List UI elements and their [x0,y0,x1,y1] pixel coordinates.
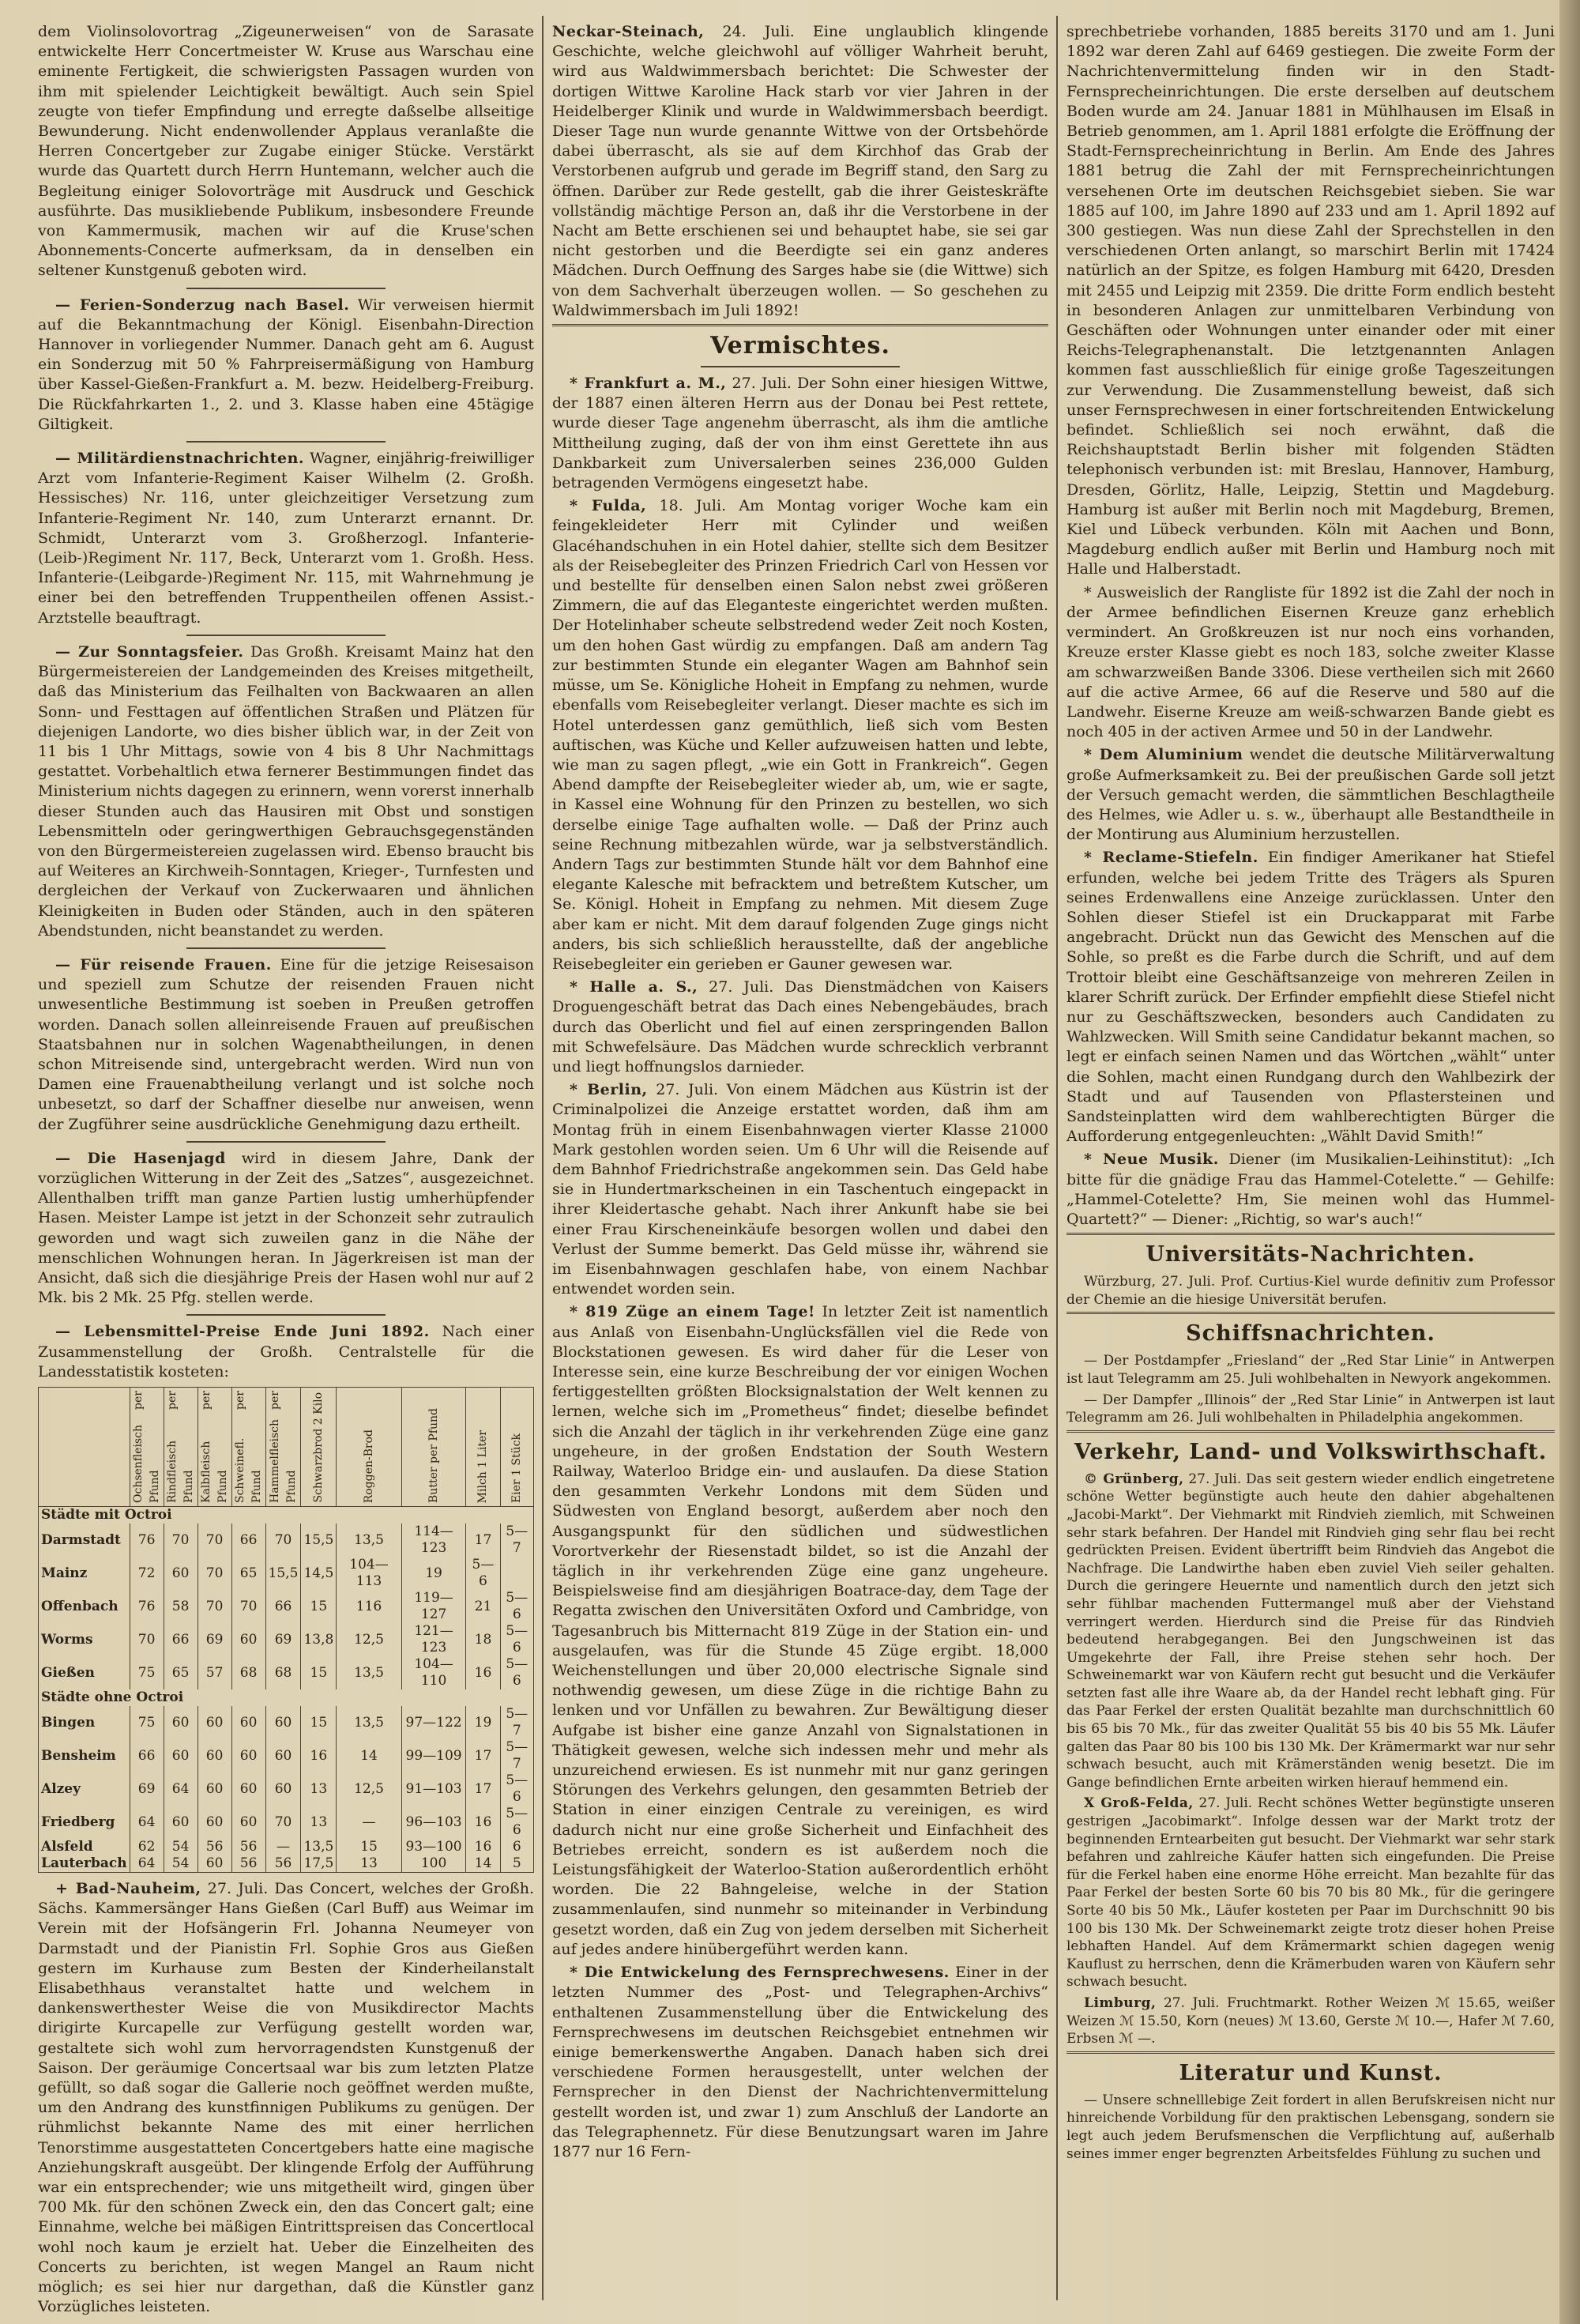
article-lead: X Groß-Felda, [1084,1795,1194,1812]
column-divider [1056,16,1058,2300]
article-frauen [38,955,534,1135]
table-cell: 72 [130,1557,164,1590]
table-cell: 15 [337,1839,401,1855]
table-row [39,1806,534,1839]
article-lead: * Halle a. S., [570,978,698,996]
table-cell: 70 [265,1524,301,1557]
article-militaer [38,449,534,628]
article-musik [1066,1150,1555,1230]
table-cell: 14,5 [301,1557,337,1590]
article-lead: * Dem Aluminium [1084,746,1243,764]
table-cell [500,1557,533,1590]
table-row [39,1623,534,1656]
table-group-label: Städte ohne Octroi [39,1689,534,1706]
table-cell-city: Gießen [39,1656,130,1689]
separator [186,288,385,289]
table-cell: 13,8 [301,1623,337,1656]
table-row [39,1524,534,1557]
table-cell: 60 [164,1557,198,1590]
table-header: Schweinefl. per Pfund [231,1388,265,1507]
article-lead: * Frankfurt a. M., [570,375,727,393]
section-rule [1066,1312,1555,1314]
table-cell-city: Mainz [39,1557,130,1590]
table-cell: 5—7 [500,1739,533,1772]
table-cell: 91—103 [401,1772,466,1806]
article-body: Nach einer Zusammenstellung der Großh. Centralstelle für die Landesstatistik kosteten: [38,1323,534,1380]
table-cell: 60 [198,1855,231,1873]
table-cell-city: Offenbach [39,1590,130,1623]
table-cell: 15,5 [301,1524,337,1557]
table-cell: 56 [265,1855,301,1873]
table-cell: 60 [198,1706,231,1739]
table-header: Butter per Pfund [401,1388,466,1507]
table-cell: 114—123 [401,1524,466,1557]
table-cell: — [265,1839,301,1855]
table-cell: 54 [164,1855,198,1873]
article-lead: + Bad-Nauheim, [55,1880,201,1897]
table-cell: 75 [130,1706,164,1739]
table-cell: 60 [231,1739,265,1772]
article-body: Wir verweisen hiermit auf die Bekanntmachung der Königl. Eisenbahn-Direction Hannover in vorliegender Nummer. Danach geht am 6. August ein Sonderzug mit 50 % Fahrpreisermäßigung von Hamburg über Kassel-Gießen-Frankfurt a. M. bezw. Heidelberg-Freiburg. Die Rückfahrkarten 1., 2. und 3. Klasse haben eine 45tägige Giltigkeit. [38,296,534,433]
table-cell: 68 [231,1656,265,1689]
article-sonderzug [38,296,534,435]
table-cell: 12,5 [337,1772,401,1806]
article-gruenberg [1066,1471,1555,1792]
article-body: 27. Juli. Von einem Mädchen aus Küstrin ist der Criminalpolizei die Anzeige erstattet worden, daß ihm am Montag früh in einem Eisenbahnwagen vierter Klasse 21000 Mark gestohlen worden seien. Um 6 Uhr will die Reisende auf dem Bahnhof Friedrichstraße angekommen sein. Das Geld habe sie in Hundertmarkscheinen in ein Taschentuch eingepackt in ihrer Kleidertasche gehabt. Nach ihrer Ankunft habe sie bei einer Frau Kirscheneinkäufe besorgen wollen und dabei den Verlust der Summe bemerkt. Das Geld müsse ihr, während sie im Eisenbahnwagen geschlafen habe, von einem Nachbar entwendet worden sein. [552,1081,1048,1298]
table-cell: 17 [466,1772,500,1806]
table-cell: 56 [231,1855,265,1873]
table-cell: 96—103 [401,1806,466,1839]
article-hasen [38,1149,534,1309]
table-cell: 64 [130,1806,164,1839]
section-rule [1066,1233,1555,1235]
table-cell: 60 [265,1706,301,1739]
section-title-verkehr: Verkehr, Land- und Volkswirthschaft. [1074,1439,1548,1464]
article-frankfurt [552,374,1048,493]
article-schiff-1: — Der Postdampfer „Friesland“ der „Red Star Linie“ in Antwerpen ist laut Telegramm am 25. Juli wohlbehalten in Newyork angekommen. [1066,1353,1555,1387]
table-header-row [39,1388,534,1507]
table-cell: 56 [231,1839,265,1855]
table-header: Rindfleisch per Pfund [164,1388,198,1507]
table-cell: 16 [466,1656,500,1689]
table-header: Hammelfleisch per Pfund [265,1388,301,1507]
article-body: Ein findiger Amerikaner hat Stiefel erfunden, welche bei jedem Tritte des Trägers als Spuren seines Erdenwallens eine Anzeige zurücklassen. Unter den Sohlen dieser Stiefel ist ein Druckapparat mit Farbe angebracht. Drückt nun das Gewicht des Menschen auf die Sohle, so preßt es die Farbe durch die Schrift, und auf dem Trottoir bleibt eine Geschäftsanzeige von mehreren Zeilen in klarer Schrift zurück. Der Erfinder empfiehlt diese Stiefel nicht nur zu Geschäftszwecken, besonders auch Candidaten zu Wahlzwecken. Will Smith seine Candidatur bekannt machen, so legt er einfach seinen Namen und das Wörtchen „wählt“ unter die Sohlen, macht einen Rundgang durch den Wahlbezirk der Stadt und auf Tausenden von Pflastersteinen und Sandsteinplatten wird dem wahlberechtigten Bürger die Aufforderung entgegenleuchten: „Wählt David Smith!“ [1066,849,1555,1146]
table-cell: 5—6 [500,1590,533,1623]
table-row [39,1855,534,1873]
article-limburg [1066,1994,1555,2048]
table-cell: 19 [401,1557,466,1590]
table-cell-city: Worms [39,1623,130,1656]
table-cell: 56 [198,1839,231,1855]
table-cell: 19 [466,1706,500,1739]
table-cell: 17 [466,1524,500,1557]
table-cell: 60 [231,1772,265,1806]
table-cell: 5—7 [500,1706,533,1739]
article-aluminium [1066,745,1555,845]
column-1 [33,22,539,2316]
table-cell: 5 [500,1855,533,1873]
article-body: 27. Juli. Das Concert, welches der Großh. Sächs. Kammersänger Hans Gießen (Carl Buff) aus Weimar im Verein mit der Hofsängerin Frl. Johanna Neumeyer von Darmstadt und der Pianistin Frl. Sophie Gros aus Gießen gestern im Kurhause zum Besten der Kinderheilanstalt Elisabethhaus veranstaltet hatte und welchem in dankenswerthester Weise die von Musikdirector Machts dirigirte Kurcapelle zur Verfügung gestellt worden war, gestaltete sich wohl zum hervorragendsten Kunstgenuß der Saison. Der geräumige Concertsaal war bis zum letzten Platze gefüllt, so daß sogar die Gallerie noch geöffnet werden mußte, um den Andrang des kunstfinnigen Publikums zu genügen. Der rühmlichst bekannte Name des mit einer herrlichen Tenorstimme ausgestatteten Concertgebers hatte eine magische Anziehungskraft ausgeübt. Der klingende Erfolg der Aufführung war ein entsprechender; wie uns mitgetheilt wird, gingen über 700 Mk. für den schönen Zweck ein, den das Concert galt; eine Einnahme, welche bei mäßigen Eintrittspreisen das Concertlocal wohl noch kaum je erzielt hat. Ueber die Einzelheiten des Concerts zu berichten, ist wegen Mangel an Raum nicht möglich; es sei hier nur dargethan, daß die Künstler ganz Vorzügliches leisteten. [38,1880,534,2316]
separator [701,366,899,367]
table-cell: 100 [401,1855,466,1873]
table-cell: 119—127 [401,1590,466,1623]
table-cell: — [337,1806,401,1839]
table-cell: 13 [337,1855,401,1873]
table-cell: 69 [265,1623,301,1656]
table-cell: 60 [231,1706,265,1739]
table-cell: 93—100 [401,1839,466,1855]
table-cell: 60 [265,1739,301,1772]
separator [186,635,385,636]
section-rule [1066,2051,1555,2054]
article-body: 27. Juli. Recht schönes Wetter begünstigte unseren gestrigen „Jacobimarkt“. Infolge dessen war der Markt trotz der beginnenden Erntearbeiten gut besucht. Der Viehmarkt war sehr stark befahren und zahlreiche Käufer hatten sich eingefunden. Die Preise für die Ferkel haben eine enorme Höhe erreicht. Man bezahlte für das Paar Ferkel der besten Sorte 60 bis 70 bis 80 Mk., für die geringere Sorte 40 bis 50 Mk., Läufer kosteten per Paar im Durchschnitt 90 bis 100 bis 130 Mk. Der Schweinemarkt zeigte trotz dieser hohen Preise lebhaften Handel. Auf dem Krämermarkt schien dagegen wenig Kauflust zu herrschen, denn die Krämerbuden waren von Käufern sehr schwach besucht. [1066,1795,1555,1991]
article-schiff-2: — Der Dampfer „Illinois“ der „Red Star Linie“ in Antwerpen ist laut Telegramm am 26. Juli wohlbehalten in Philadelphia angekommen. [1066,1392,1555,1426]
article-halle [552,977,1048,1077]
table-cell: 66 [164,1623,198,1656]
table-cell: 70 [265,1806,301,1839]
table-cell: 104—113 [337,1557,401,1590]
table-cell: 5—6 [500,1623,533,1656]
table-cell: 60 [198,1806,231,1839]
article-body: 27. Juli. Das Dienstmädchen von Kaisers Droguengeschäft betrat das Dach eines Nebengebäudes, brach durch das Oberlicht und fiel auf einen zerspringenden Ballon mit Schwefelsäure. Das Mädchen wurde schrecklich verbrannt und liegt hoffnungslos darnieder. [552,978,1048,1075]
table-cell: 17,5 [301,1855,337,1873]
article-lead: Neckar-Steinach, [552,23,705,40]
table-cell: 13,5 [337,1706,401,1739]
table-cell: 16 [466,1806,500,1839]
table-cell: 116 [337,1590,401,1623]
table-group-label: Städte mit Octroi [39,1507,534,1524]
table-cell: 5—6 [500,1772,533,1806]
article-berlin [552,1080,1048,1299]
table-cell: 15,5 [265,1557,301,1590]
table-cell: 76 [130,1590,164,1623]
table-row [39,1590,534,1623]
table-cell-city: Alsfeld [39,1839,130,1855]
article-body: Eine für die jetzige Reisesaison und speziell zum Schutze der reisenden Frauen nicht unwesentliche Bestimmung ist soeben in Preußen getroffen worden. Danach sollen alleinreisende Frauen auf preußischen Staatsbahnen nur in solchen Wagenabtheilungen, in denen schon Mitreisende sind, untergebracht werden. Wird nun von Damen eine Frauenabtheilung verlangt und ist solche noch unbesetzt, so darf der Schaffner dieselbe nur anweisen, wenn der Zugführer seine ausdrückliche Genehmigung dazu ertheilt. [38,955,535,1133]
table-cell: 5—6 [500,1656,533,1689]
table-header: Eier 1 Stück [500,1388,533,1507]
table-row [39,1706,534,1739]
article-sonntag [38,642,534,941]
table-cell: 60 [164,1806,198,1839]
table-cell: 5—6 [466,1557,500,1590]
section-title-vermischtes: Vermischtes. [710,332,890,360]
table-cell: 13,5 [337,1524,401,1557]
article-lead: — Für reisende Frauen. [55,955,272,974]
column-3 [1062,22,1559,2292]
table-cell: 5—7 [500,1524,533,1557]
table-cell: 14 [337,1739,401,1772]
article-lead: * Die Entwickelung des Fernsprechwesens. [570,1964,950,1982]
table-cell: 21 [466,1590,500,1623]
article-fulda [552,496,1048,974]
article-body: wird in diesem Jahre, Dank der vorzüglichen Witterung in der Zeit des „Satzes“, ausgezeichnet. Allenthalben trifft man ganze Partien lustig umherhüpfender Hasen. Meister Lampe ist jetzt in der Schonzeit sehr zutraulich geworden und wagt sich zuweilen ganz in die Nähe der menschlichen Wohnungen heran. In Jägerkreisen ist man der Ansicht, daß sich die diesjährige Preis der Hasen wohl nur auf 2 Mk. bis 2 Mk. 25 Pfg. stellen werde. [38,1149,534,1307]
section-title-universitaet: Universitäts-Nachrichten. [1146,1242,1476,1267]
table-cell: 69 [130,1772,164,1806]
article-lead: — Ferien-Sonderzug nach Basel. [55,296,350,314]
article-body: Einer in der letzten Nummer des „Post- und Telegraphen-Archivs“ enthaltenen Zusammenstellung über die Entwickelung des Fernsprechwesens im deutschen Reichsgebiet entnehmen wir einige bemerkenswerthe Angaben. Danach haben sich drei verschiedene Formen herausgestellt, unter welchen der Fernsprecher in den Dienst der Nachrichtenvermittelung gestellt worden ist, und zwar 1) zum Anschluß der Landorte an das Telegraphennetz. Für diese Benutzungsart waren im Jahre 1877 nur 16 Fern- [552,1964,1048,2160]
table-cell: 60 [231,1623,265,1656]
table-cell: 66 [130,1739,164,1772]
article-lead: — Militärdienstnachrichten. [55,450,305,468]
separator [186,1314,385,1316]
table-cell: 121—123 [401,1623,466,1656]
article-lead: * Berlin, [570,1081,648,1099]
table-cell: 60 [198,1739,231,1772]
table-cell: 60 [164,1739,198,1772]
table-cell: 12,5 [337,1623,401,1656]
table-header: Ochsenfleisch per Pfund [130,1388,164,1507]
page-edge [1559,0,1580,2324]
table-cell-city: Alzey [39,1772,130,1806]
table-cell: 99—109 [401,1739,466,1772]
table-cell: 70 [198,1590,231,1623]
article-body: 27. Juli. Der Sohn einer hiesigen Wittwe, der 1887 einen älteren Herrn aus der Donau bei Pest rettete, wurde dieser Tage angenehm überrascht, als ihm die amtliche Mittheilung zuging, daß der von ihm einst Gerettete ihn aus Dankbarkeit zum Universalerben seines 236,000 Gulden betragenden Vermögens eingesetzt habe. [552,375,1048,492]
table-cell: 13,5 [301,1839,337,1855]
section-title-schiff: Schiffsnachrichten. [1186,1321,1435,1347]
table-cell: 15 [301,1590,337,1623]
table-header: Roggen-Brod [337,1388,401,1507]
column-2 [547,22,1053,2292]
table-cell: 104—110 [401,1656,466,1689]
table-cell: 65 [231,1557,265,1590]
table-cell: 5—6 [500,1806,533,1839]
article-neckar [552,22,1048,321]
article-body: 27. Juli. Das seit gestern wieder endlich eingetretene schöne Wetter begünstigte auch heute den dahier abgehaltenen „Jacobi-Markt“. Der Viehmarkt mit Rindvieh ziemlich, mit Schweinen sehr stark befahren. Der Handel mit Rindvieh ging sehr flau bei recht gedrückten Preisen. Evident übertrifft beim Rindvieh das Angebot die Nachfrage. Die Landwirthe haben eben zuviel Vieh seiler gehalten. Durch die geringere Heuernte und namentlich durch den jetzt sich sehr fühlbar machenden Futtermangel muß aber der Viehstand verringert werden. Hierdurch sind die Preise für das Rindvieh bedeutend herabgegangen. Bei den Jungschweinen ist das Umgekehrte der Fall, ihre Preise stehen sehr hoch. Der Schweinemarkt war von Käufern recht gut besucht und die Verkäufer setzten fast alle ihre Waare ab, da der Handel recht lebhaft ging. Für das Paar Ferkel der ersten Qualität bezahlte man durchschnittlich 60 bis 65 bis 70 Mk., für das zweiter Qualität 55 bis 40 bis 55 Mk. Läufer galten das Paar 80 bis 100 bis 130 Mk. Der Krämermarkt war nur sehr schwach besucht, auch mit Krämerständen wenig besetzt. Die im Gange befindlichen Ernte arbeiten wirken hierauf hemmend ein. [1066,1471,1556,1791]
table-cell: 15 [301,1656,337,1689]
table-cell: 58 [164,1590,198,1623]
article-body: 24. Juli. Eine unglaublich klingende Geschichte, welche gleichwohl auf völliger Wahrheit beruht, wird aus Waldwimmersbach berichtet: Die Schwester der dortigen Wittwe Karoline Hack starb vor vier Jahren in der Heidelberger Klinik und wurde in Waldwimmersbach beerdigt. Dieser Tage nun wurde genannte Wittwe von der Ortsbehörde dabei überrascht, als sie auf dem Kirchhof das Grab der Verstorbenen aufgrub und gerade im Begriff stand, den Sarg zu öffnen. Darüber zur Rede gestellt, gab die ihrer Geisteskräfte vollständig mächtige Person an, daß ihr die Verstorbene in der Nacht am Bette erschienen sei und behauptet habe, sie sei gar nicht gestorben und die Beerdigte sei ein ganz anderes Mädchen. Durch Oeffnung des Sarges habe sie (die Wittwe) sich von dem Sachverhalt überzeugen wollen. — So geschehen zu Waldwimmersbach im Juli 1892! [552,23,1048,319]
section-rule [1066,1430,1555,1433]
article-lead: © Grünberg, [1084,1471,1184,1487]
table-cell: 14 [466,1855,500,1873]
article-lead: * Reclame-Stiefeln. [1084,849,1258,867]
concert-article: dem Violinsolovortrag „Zigeunerweisen“ von de Sarasate entwickelte Herr Concertmeister W. Kruse aus Warschau eine eminente Fertigkeit, die schwierigsten Passagen wurden von ihm mit spielender Leichtigkeit bewältigt. Auch sein Spiel zeugte von tiefer Empfindung und erregte daßselbe allseitige Bewunderung. Nicht endenwollender Applaus veranlaßte die Herren Concertgeber zur Zugabe einiger Stücke. Verstärkt wurde das Quartett durch Herrn Huntemann, welcher auch die Begleitung einiger Solovorträge mit Ausdruck und Geschick ausführte. Das musikliebende Publikum, insbesondere Freunde von Kammermusik, machen wir auf die Kruse'schen Abonnements-Concerte aufmerksam, da in denselben ein seltener Kunstgenuß geboten wird. [38,23,534,280]
separator [186,947,385,949]
table-cell: 70 [198,1524,231,1557]
article-lead: — Lebensmittel-Preise Ende Juni 1892. [55,1323,430,1341]
table-cell: 60 [198,1772,231,1806]
table-cell: 16 [301,1739,337,1772]
table-header: Milch 1 Liter [466,1388,500,1507]
table-cell-city: Lauterbach [39,1855,130,1873]
table-cell-city: Bingen [39,1706,130,1739]
table-cell: 60 [231,1806,265,1839]
article-lead: * Fulda, [570,497,647,515]
separator [186,1141,385,1143]
table-cell: 70 [231,1590,265,1623]
table-cell: 70 [164,1524,198,1557]
table-header-corner [39,1388,130,1507]
article-body: 27. Juli. Fruchtmarkt. Rother Weizen ℳ 15.65, weißer Weizen ℳ 15.50, Korn (neues) ℳ 13.60, Gerste ℳ 10.—, Hafer ℳ 7.60, Erbsen ℳ —. [1066,1994,1556,2047]
table-row [39,1739,534,1772]
table-row [39,1839,534,1855]
article-body: In letzter Zeit ist namentlich aus Anlaß von Eisenbahn-Unglücksfällen viel die Rede von Blockstationen gewesen. Es wird daher für die Leser von Interesse sein, eine kurze Beschreibung der vor einigen Wochen fertiggestellten größten Blocksignalstation der Welt kennen zu lernen, welche sich im „Prometheus“ findet; dieselbe befindet sich die Anzahl der täglich in ihr verkehrenden Züge eine ganz ungeheure, in der großen Endstation der South Western Railway, Waterloo Bridge ein- und auslaufen. Da diese Station den gesammten Verkehr Londons mit dem Süden und Südwesten von England besorgt, außerdem aber noch den Ausgangspunkt für den südlichen und südwestlichen Vorortverkehr der Riesenstadt bildet, so ist die Anzahl der täglich in ihr verkehrenden Züge eine ganz ungeheure. Beispielsweise find am diesjährigen Boatrace-day, dem Tage der Regatta zwischen den Universitäten Oxford und Cambridge, von Tagesanbruch bis Mitternacht 819 Züge in der Station ein- und ausgelaufen, was für die Stunde 45 Züge ergibt. 18,000 Weichenstellungen und über 20,000 electrische Signale sind nothwendig gewesen, um diese Züge in die richtige Bahn zu lenken und vor Unfällen zu bewahren. Zur Bewältigung dieser Aufgabe ist bisher eine ganze Anzahl von Signalstationen in Thätigkeit gewesen, welche sich indessen mehr und mehr als unzureichend erwiesen. Es ist nunmehr mit nur ganz geringen Störungen des Verkehrs gelungen, den gesammten Betrieb der Station in einer einzigen Centrale zu vereinigen, es wird dadurch nicht nur eine große Sicherheit und Einfachheit des Betriebes erreicht, sondern es ist außerdem noch die Leistungsfähigkeit der Waterloo-Station außerordentlich erhöht worden. Die 22 Bahngeleise, welche in der Station zusammenlaufen, sind nunmehr so miteinander in Verbindung gesetzt worden, daß ein Zug von jedem derselben mit Sicherheit auf jedes andere hinübergeführt werden kann. [552,1303,1048,1958]
article-body: 18. Juli. Am Montag voriger Woche kam ein feingekleideter Herr mit Cylinder und weißen Glacéhandschuhen in ein Hotel dahier, stellte sich dem Besitzer als der Reisebegleiter des Prinzen Friedrich Carl von Hessen vor und bestellte für denselben einen Salon nebst zwei größeren Zimmern, die auf das Eleganteste eingerichtet werden mußten. Der Hotelinhaber scheute selbstredend weder Zeit noch Kosten, um den hohen Gast würdig zu empfangen. Daß am andern Tag zur bestimmten Stunde ein eleganter Wagen am Bahnhof sein müsse, um Se. Königliche Hoheit in Empfang zu nehmen, wurde ebenfalls vom Reisebegleiter verlangt. Dieser machte es sich im Hotel unterdessen ganz gemüthlich, ließ sich vom Besten auftischen, was Küche und Keller aufzuweisen hatten und lebte, wie man zu sagen pflegt, „wie ein Gott in Frankreich“. Gegen Abend dampfte der Reisebegleiter wieder ab, um, wie er sagte, in Kassel eine Wohnung für den Prinzen zu bestellen, wo sich derselbe einige Tage aufhalten wolle. — Daß der Prinz auch seine Rechnung mitbezahlen würde, war ja selbstverständlich. Andern Tags zur bestimmten Stunde hält vor dem Bahnhof eine elegante Kalesche mit befracktem und betreßtem Kutscher, um Se. Königl. Hoheit in Empfang zu nehmen. Mit diesem Zuge aber kam er nicht. Mit dem darauf folgenden Zuge gings nicht anders, bis sich schließlich herausstellte, daß der angebliche Reisebegleiter ein gerieben er Gauner gewesen war. [552,497,1048,973]
article-fernsprech [552,1963,1048,2162]
table-cell: 62 [130,1839,164,1855]
table-row [39,1656,534,1689]
separator [186,441,385,443]
table-row [39,1557,534,1590]
table-header: Schwarzbrod 2 Kilo [301,1388,337,1507]
table-cell: 13 [301,1772,337,1806]
table-cell: 6 [500,1839,533,1855]
table-cell: 68 [265,1656,301,1689]
table-cell: 17 [466,1739,500,1772]
article-stiefel [1066,848,1555,1147]
table-cell-city: Darmstadt [39,1524,130,1557]
table-cell: 64 [130,1855,164,1873]
article-lead: * Neue Musik. [1084,1151,1219,1169]
table-cell: 75 [130,1656,164,1689]
price-table [38,1387,534,1873]
table-cell: 76 [130,1524,164,1557]
table-cell: 66 [231,1524,265,1557]
table-cell: 18 [466,1623,500,1656]
article-nauheim [38,1879,534,2317]
table-cell: 69 [198,1623,231,1656]
article-fernsprech-cont: sprechbetriebe vorhanden, 1885 bereits 3170 und am 1. Juni 1892 war deren Zahl auf 6469 gestiegen. Die zweite Form der Nachrichtenvermittelung finden wir in den Stadt-Fernsprecheinrichtungen. Die erste derselben auf deutschem Boden wurde am 24. Januar 1881 in Mühlhausen im Elsaß in Betrieb genommen, am 1. April 1881 erfolgte die Eröffnung der Stadt-Fernsprecheinrichtung in Berlin. Am Ende des Jahres 1881 betrug die Zahl der mit Fernsprecheinrichtungen versehenen Orte im deutschen Reichsgebiet sieben. Sie war 1885 auf 100, im Jahre 1890 auf 233 und am 1. April 1892 auf 300 gestiegen. Was nun diese Zahl der Sprechstellen in den verschiedenen Orten anlangt, so marschirt Berlin mit 17424 natürlich an der Spitze, es folgen Hamburg mit 6420, Dresden mit 2455 und Leipzig mit 2359. Die dritte Form endlich besteht in besonderen Anlagen zur unmittelbaren Verbindung von Geschäften oder Wohnungen unter einander oder mit einer Reichs-Telegraphenanstalt. Die letztgenannten Anlagen kommen fast ausschließlich für einige große Tageszeitungen zur Verwendung. Die Zusammenstellung beweist, daß sich unser Fernsprechwesen in einer fortschreitenden Entwickelung befindet. Schließlich sei noch erwähnt, daß die Reichshauptstadt Berlin bisher mit folgenden Städten telephonisch verbunden ist: mit Breslau, Hannover, Hamburg, Dresden, Görlitz, Halle, Leipzig, Stettin und Magdeburg. Hamburg ist außer mit Berlin noch mit Magdeburg, Bremen, Kiel und Lübeck verbunden. Köln mit Aachen und Bonn, Magdeburg endlich außer mit Berlin und Hamburg noch mit Halle und Halberstadt. [1066,23,1555,578]
table-cell: 64 [164,1772,198,1806]
article-kreuze: * Ausweislich der Rangliste für 1892 ist die Zahl der noch in der Armee befindlichen Eisernen Kreuze ganz erheblich vermindert. An Großkreuzen ist nur noch eins vorhanden, Kreuze erster Klasse giebt es noch 183, solche zweiter Klasse am schwarzweißen Bande 3306. Diese vertheilen sich mit 2660 auf die active Armee, 66 auf die Reserve und 580 auf die Landwehr. Eiserne Kreuze am weiß-schwarzen Bande giebt es noch 405 in der activen Armee und 50 in der Landwehr. [1066,583,1555,741]
table-group-row [39,1507,534,1524]
table-cell: 97—122 [401,1706,466,1739]
table-body [39,1507,534,1873]
section-title-literatur: Literatur und Kunst. [1179,2060,1443,2085]
article-body: Das Großh. Kreisamt Mainz hat den Bürgermeistereien der Landgemeinden des Kreises mitgetheilt, daß das Ministerium das Feilhalten von Backwaaren an allen Sonn- und Festtagen auf öffentlichen Straßen und Plätzen für diejenigen Landorte, wo dies bisher üblich war, in der Zeit von 11 bis 1 Uhr Mittags, sowie von 4 bis 8 Uhr Nachmittags gestattet. Vorbehaltlich etwa fernerer Bestimmungen findet das Ministerium nichts dagegen zu erinnern, wenn vorerst innerhalb dieser Stunden auch das Hausiren mit Obst und sonstigen Lebensmitteln oder geringwerthigen Gebrauchsgegenständen von den Bürgermeistereien zugelassen wird. Ebenso braucht bis auf Weiteres an Kirchweih-Sonntagen, Krieger-, Turnfesten und dergleichen der Verkauf von Zuckerwaaren und ähnlichen Kleinigkeiten in Buden oder Ständen, auch in den späteren Abendstunden, nicht beanstandet zu werden. [38,642,535,940]
table-group-row [39,1689,534,1706]
table-cell: 15 [301,1706,337,1739]
article-body: wendet die deutsche Militärverwaltung große Aufmerksamkeit zu. Bei der preußischen Garde soll jetzt der Versuch gemacht werden, die sämmtlichen Beschlagtheile des Helmes, wie Adler u. s. w., überhaupt alle Bestandtheile in der Montirung aus Aluminium herzustellen. [1066,746,1555,844]
article-preise [38,1322,534,1382]
table-cell: 60 [265,1772,301,1806]
article-body: Wagner, einjährig-freiwilliger Arzt vom Infanterie-Regiment Kaiser Wilhelm (2. Großh. Hessisches) Nr. 116, unter gleichzeitiger Versetzung zum Infanterie-Regiment Nr. 140, zum Unterarzt ernannt. Dr. Schmidt, Unterarzt vom 3. Großherzogl. Infanterie-(Leib-)Regiment Nr. 117, Beck, Unterarzt vom 1. Großh. Hess. Infanterie-(Leibgarde-)Regiment Nr. 115, mit Wahrnehmung je einer bei den betreffenden Truppentheilen offenen Assist.-Arztstelle beauftragt. [38,450,534,627]
table-cell-city: Friedberg [39,1806,130,1839]
article-literatur: — Unsere schnelllebige Zeit fordert in allen Berufskreisen nicht nur hinreichende Vorbildung für den praktischen Lebensgang, sondern sie legt auch jedem Berufsmenschen die Verpflichtung auf, außerhalb seines immer enger begrenzten Arbeitsfeldes Fühlung zu suchen und [1066,2092,1555,2162]
table-cell: 65 [164,1656,198,1689]
article-universitaet: Würzburg, 27. Juli. Prof. Curtius-Kiel wurde definitiv zum Professor der Chemie an die hiesige Universität berufen. [1066,1274,1555,1308]
table-cell: 13,5 [337,1656,401,1689]
article-body: Diener (im Musikalien-Leihinstitut): „Ich bitte für die gnädige Frau das Hammel-Cotelette.“ — Gehilfe: „Hammel-Cotelette? Hm, Sie meinen wohl das Hummel-Quartett?“ — Diener: „Richtig, so war's auch!“ [1066,1151,1555,1228]
table-cell-city: Bensheim [39,1739,130,1772]
table-cell: 66 [265,1590,301,1623]
table-cell: 57 [198,1656,231,1689]
article-lead: Limburg, [1084,1994,1157,2011]
table-cell: 70 [198,1557,231,1590]
section-rule [552,324,1048,326]
table-cell: 60 [164,1706,198,1739]
table-cell: 16 [466,1839,500,1855]
column-divider [542,16,544,2300]
table-row [39,1772,534,1806]
article-lead: — Die Hasenjagd [55,1149,226,1167]
article-grossfelda [1066,1795,1555,1991]
article-zuege [552,1302,1048,1960]
table-cell: 54 [164,1839,198,1855]
article-lead: * 819 Züge an einem Tage! [570,1303,815,1321]
table-cell: 70 [130,1623,164,1656]
table-header: Kalbfleisch per Pfund [198,1388,231,1507]
table-cell: 13 [301,1806,337,1839]
article-lead: — Zur Sonntagsfeier. [55,642,244,661]
